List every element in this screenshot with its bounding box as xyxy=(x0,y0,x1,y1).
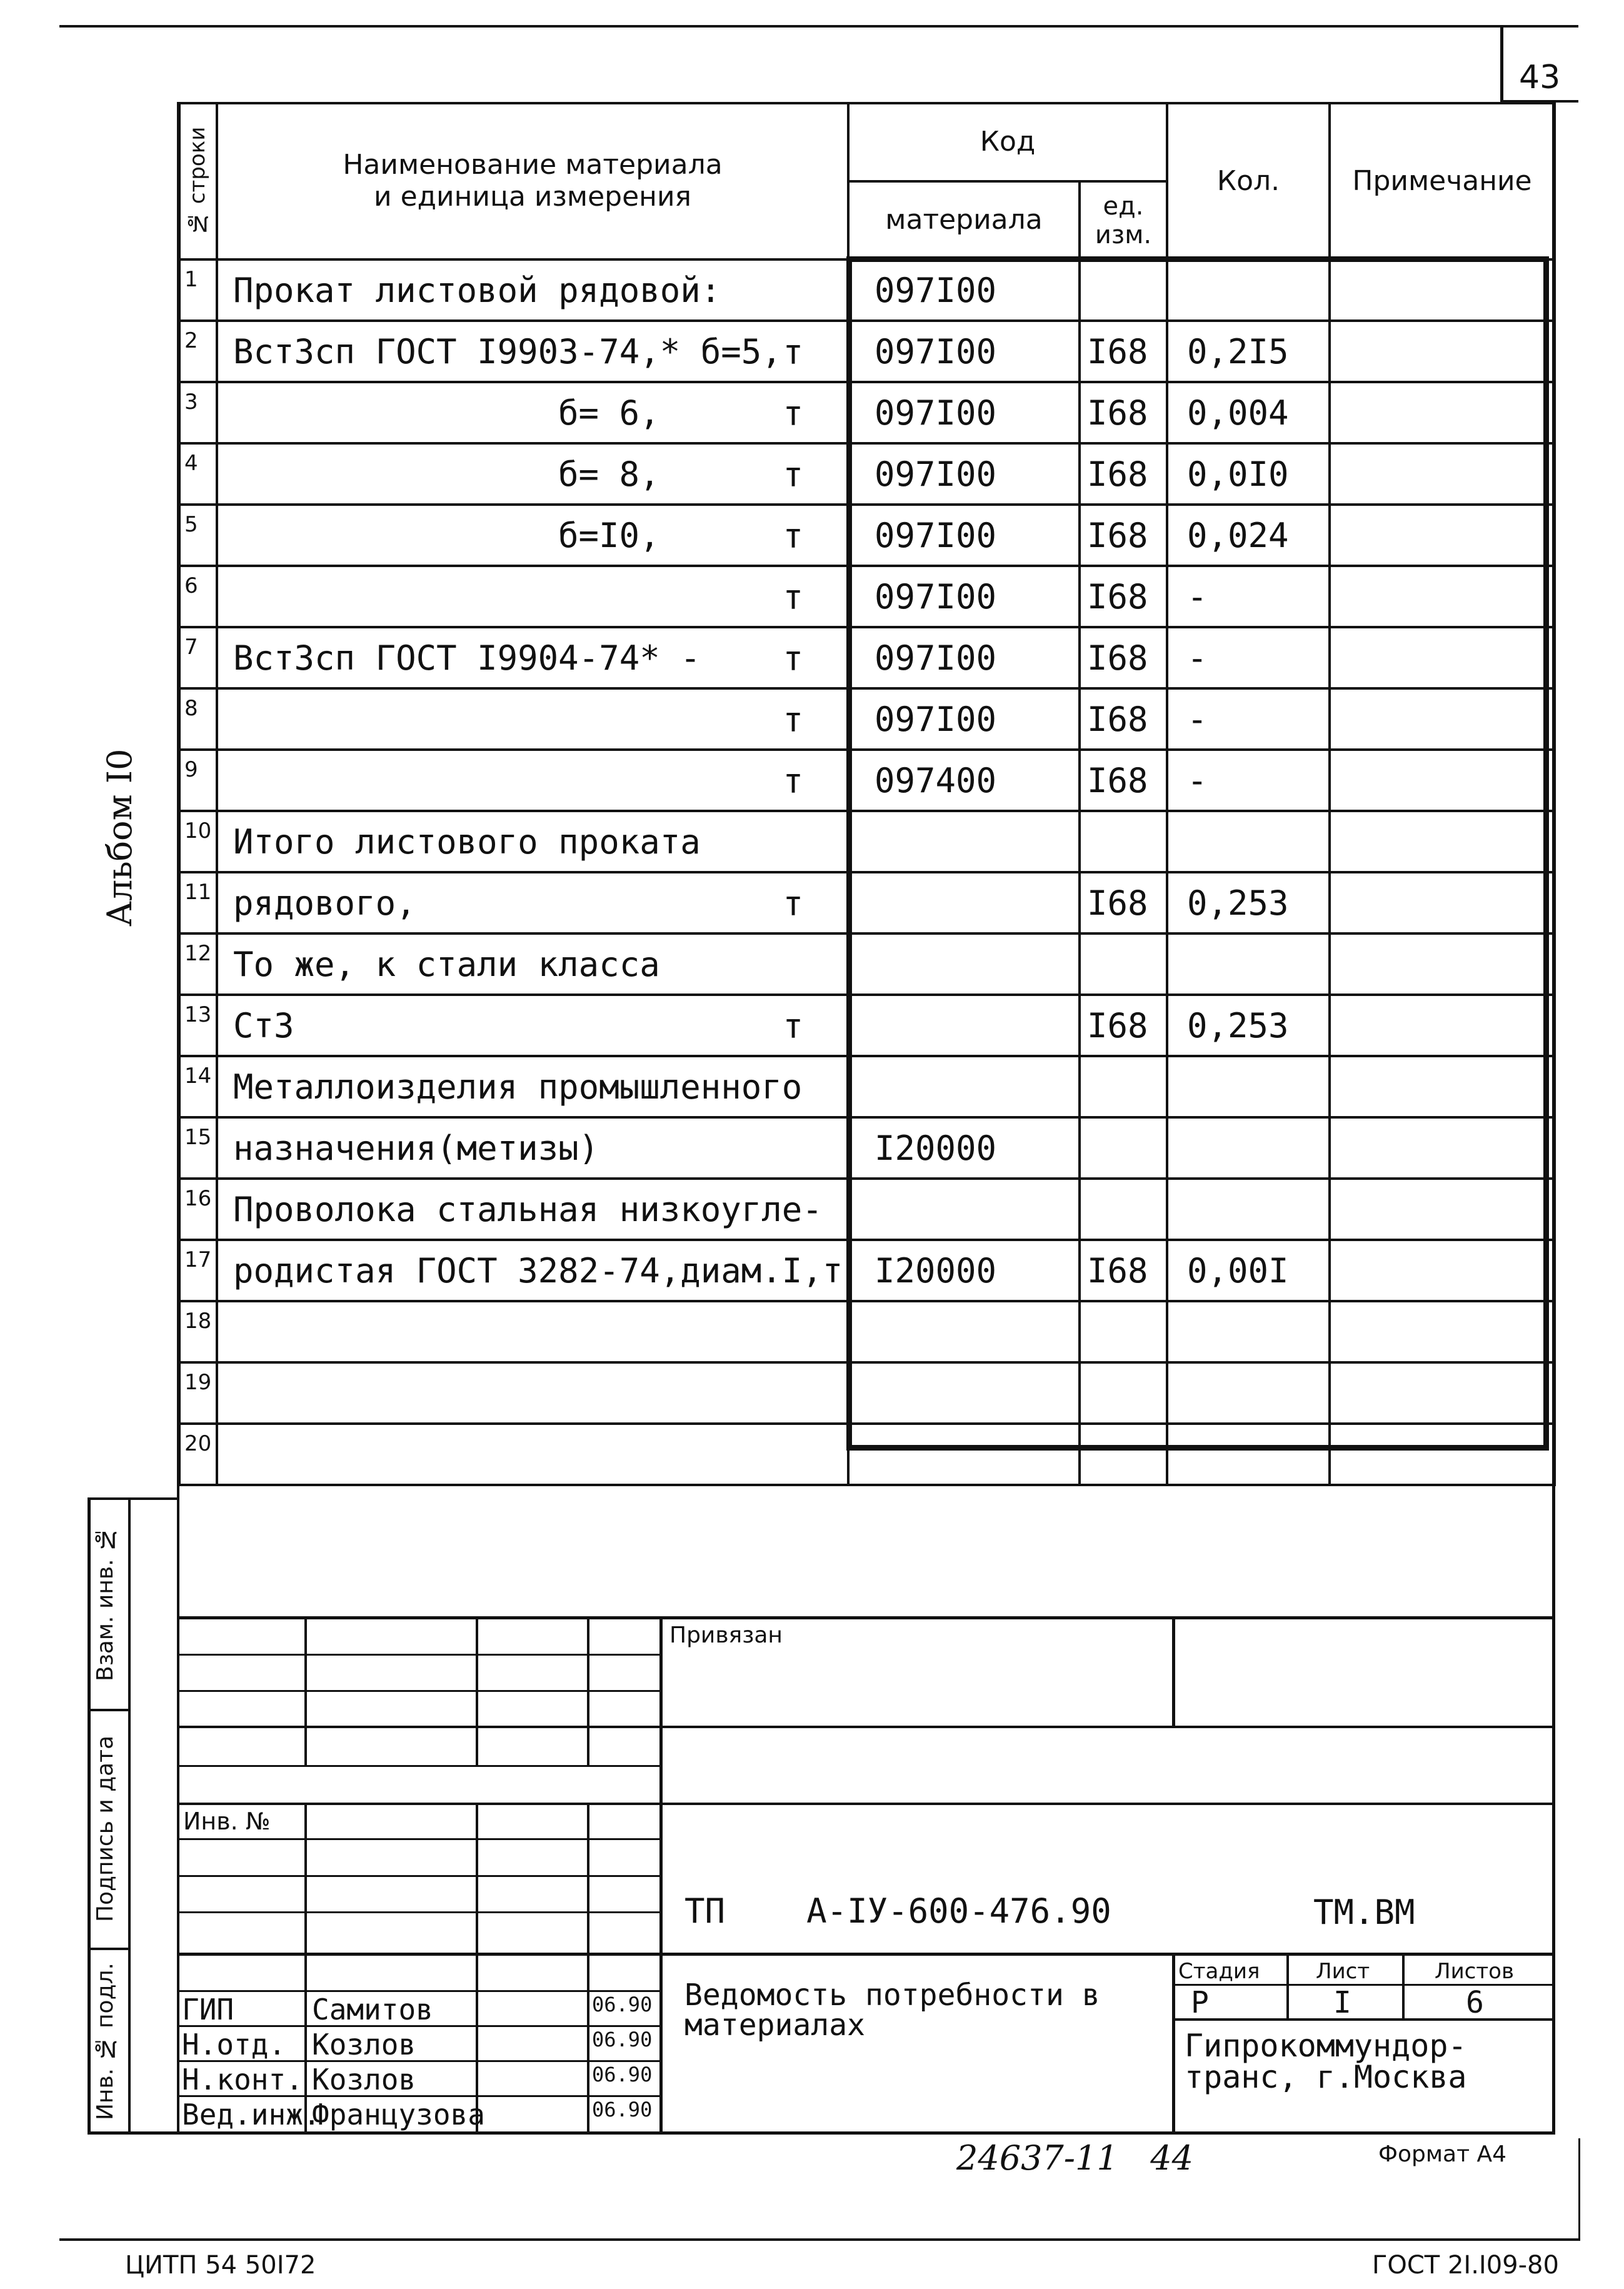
row-number-text: 16 xyxy=(184,1186,212,1211)
signer-date: 06.90 xyxy=(592,2098,653,2121)
material-name-text: б=I0, xyxy=(558,515,660,555)
material-code-text: I20000 xyxy=(875,1250,997,1290)
unit-label: т xyxy=(783,884,803,923)
material-code-text: 097I00 xyxy=(875,576,997,616)
row-number-text: 3 xyxy=(184,390,198,415)
material-name xyxy=(217,1117,848,1179)
row-number xyxy=(179,750,217,811)
row-number-text: 17 xyxy=(184,1247,212,1272)
material-name xyxy=(217,505,848,566)
unit-label: т xyxy=(783,639,803,678)
format-label: Формат А4 xyxy=(1378,2141,1507,2167)
sheet-label: Лист xyxy=(1316,1959,1370,1984)
signer-role: Н.отд. xyxy=(182,2028,286,2061)
privyazan-label: Привязан xyxy=(669,1622,783,1648)
row-number-text: 8 xyxy=(184,696,198,721)
tb-v1b xyxy=(304,1804,307,2133)
unit-code-text: I68 xyxy=(1087,1005,1148,1045)
row-number-text: 11 xyxy=(184,880,212,905)
row-number-text: 15 xyxy=(184,1125,212,1150)
inv-no-label: Инв. № xyxy=(183,1808,271,1835)
quantity-text: 0,00I xyxy=(1187,1250,1289,1290)
tb-v3b xyxy=(587,1804,589,2133)
signer-name: Козлов xyxy=(312,2028,416,2061)
unit-code-text: I68 xyxy=(1087,760,1148,800)
row-number-text: 12 xyxy=(184,941,212,966)
unit-label: т xyxy=(783,394,803,433)
material-name xyxy=(217,627,848,688)
tb-stage-h2 xyxy=(1172,2018,1553,2021)
unit-label: т xyxy=(783,578,803,617)
quantity-text: - xyxy=(1187,576,1208,616)
material-name-text: рядового, xyxy=(233,883,416,923)
material-name xyxy=(217,1056,848,1117)
tb-h8 xyxy=(178,1911,659,1913)
qty-header: Кол. xyxy=(1167,103,1330,259)
row-number xyxy=(179,566,217,627)
note-header: Примечание xyxy=(1330,103,1555,259)
row-number-text: 18 xyxy=(184,1309,212,1334)
unit-code-text: I68 xyxy=(1087,883,1148,923)
material-name xyxy=(217,995,848,1056)
album-label: Альбом I0 xyxy=(100,748,139,927)
unit-code-text: I68 xyxy=(1087,515,1148,555)
unit-code-text: I68 xyxy=(1087,454,1148,494)
tb-h5 xyxy=(178,1803,1553,1805)
tb-h7 xyxy=(178,1875,659,1877)
stage-label: Стадия xyxy=(1178,1959,1260,1984)
side-col-left xyxy=(88,1497,91,2134)
row-number-text: 5 xyxy=(184,512,198,537)
material-name xyxy=(217,750,848,811)
row-number xyxy=(179,872,217,933)
signer-role: ГИП xyxy=(182,1993,234,2026)
row-number xyxy=(179,1179,217,1240)
unit-code-text: I68 xyxy=(1087,393,1148,433)
signer-role: Н.конт. xyxy=(182,2063,303,2096)
name-header: Наименование материала и единица измерения xyxy=(217,103,848,259)
quantity-text: - xyxy=(1187,699,1208,739)
unit-label: т xyxy=(783,455,803,495)
unit-code-text: I68 xyxy=(1087,1250,1148,1290)
material-name xyxy=(217,1362,848,1424)
unit-label: т xyxy=(783,762,803,801)
row-number-text: 13 xyxy=(184,1002,212,1027)
row-number-text: 2 xyxy=(184,328,198,353)
unit-label: т xyxy=(783,516,803,556)
tb-h2 xyxy=(178,1690,659,1692)
row-number-text: 19 xyxy=(184,1370,212,1395)
footer-rule xyxy=(59,2238,1580,2241)
row-number-text: 20 xyxy=(184,1431,212,1456)
row-number xyxy=(179,443,217,505)
material-name xyxy=(217,1240,848,1301)
material-name-text: ВстЗсп ГОСТ I9903-74,* б=5, xyxy=(233,331,782,371)
material-name xyxy=(217,872,848,933)
row-number-text: 7 xyxy=(184,635,198,660)
side-col-right xyxy=(128,1497,131,2134)
unit-code-text: I68 xyxy=(1087,699,1148,739)
signer-date: 06.90 xyxy=(592,1993,653,2016)
material-code-text: 097I00 xyxy=(875,393,997,433)
material-name-text: Металлоизделия промышленного xyxy=(233,1067,803,1107)
tb-h4 xyxy=(178,1765,659,1767)
doc-suffix: ТМ.ВМ xyxy=(1313,1893,1415,1932)
signer-date: 06.90 xyxy=(592,2063,653,2086)
org-name: Гипрокоммундор-транс, г.Москва xyxy=(1185,2028,1467,2095)
quantity-text: - xyxy=(1187,760,1208,800)
row-number xyxy=(179,382,217,443)
material-name xyxy=(217,321,848,382)
material-name-text: Проволока стальная низкоугле- xyxy=(233,1189,823,1229)
sheets-label: Листов xyxy=(1435,1959,1515,1984)
material-name-text: б= 6, xyxy=(558,393,660,433)
material-name xyxy=(217,933,848,995)
sheet-value: I xyxy=(1333,1985,1351,2020)
row-number xyxy=(179,627,217,688)
handwritten-number: 24637-11 44 xyxy=(956,2138,1193,2178)
row-number-text: 10 xyxy=(184,818,212,843)
row-number xyxy=(179,811,217,872)
material-name xyxy=(217,1301,848,1362)
row-number xyxy=(179,933,217,995)
signer-name: Козлов xyxy=(312,2063,416,2096)
tb-v2b xyxy=(476,1804,478,2133)
row-number xyxy=(179,1117,217,1179)
quantity-text: 0,004 xyxy=(1187,393,1289,433)
row-number xyxy=(179,1240,217,1301)
material-name-text: СтЗ xyxy=(233,1005,294,1045)
signer-role: Вед.инж. xyxy=(182,2098,321,2131)
material-code-text: 097I00 xyxy=(875,454,997,494)
material-name xyxy=(217,259,848,321)
row-number-header: № строки xyxy=(179,103,217,259)
row-number-text: 14 xyxy=(184,1064,212,1089)
quantity-text: 0,253 xyxy=(1187,883,1289,923)
data-frame xyxy=(846,256,1549,1451)
material-name xyxy=(217,382,848,443)
unit-code-text: I68 xyxy=(1087,638,1148,678)
stage-value: Р xyxy=(1191,1985,1209,2020)
format-tick xyxy=(1578,2138,1580,2238)
row-number xyxy=(179,1056,217,1117)
unit-code-header: ед. изм. xyxy=(1080,181,1167,259)
row-number-text: 6 xyxy=(184,573,198,598)
side-div-1 xyxy=(88,1709,131,1711)
material-code-text: 097400 xyxy=(875,760,997,800)
tb-stage-h1 xyxy=(1172,1984,1553,1986)
unit-label: т xyxy=(783,333,803,372)
material-name xyxy=(217,688,848,750)
footer-left: ЦИТП 54 50I72 xyxy=(125,2251,316,2280)
material-code-text: 097I00 xyxy=(875,270,997,310)
material-name-text: Итого листового проката xyxy=(233,822,701,862)
quantity-text: 0,253 xyxy=(1187,1005,1289,1045)
material-name-text: б= 8, xyxy=(558,454,660,494)
material-name-text: назначения(метизы) xyxy=(233,1128,599,1168)
sheets-value: 6 xyxy=(1466,1985,1484,2020)
side-label-inv-podl: Инв. № подл. xyxy=(93,1963,118,2120)
tb-h9 xyxy=(178,1953,1553,1956)
material-name-text: ВстЗсп ГОСТ I9904-74* - xyxy=(233,638,701,678)
row-number xyxy=(179,321,217,382)
side-top xyxy=(88,1497,179,1500)
tb-v6 xyxy=(1172,1954,1175,2133)
material-code-text: 097I00 xyxy=(875,515,997,555)
doc-code: ТП А-IУ-600-476.90 xyxy=(684,1891,1111,1931)
tb-v5 xyxy=(1172,1616,1175,1726)
unit-label: т xyxy=(783,700,803,740)
top-rule xyxy=(59,25,1578,28)
row-number xyxy=(179,1424,217,1485)
material-name xyxy=(217,1179,848,1240)
unit-code-text: I68 xyxy=(1087,576,1148,616)
quantity-text: 0,0I0 xyxy=(1187,454,1289,494)
tb-h1 xyxy=(178,1654,659,1656)
code-header: Код xyxy=(848,103,1167,181)
page-number: 43 xyxy=(1519,59,1561,96)
material-code-header: материала xyxy=(848,181,1080,259)
row-number-text: 1 xyxy=(184,267,198,292)
title-block xyxy=(178,1616,1553,2133)
row-number xyxy=(179,688,217,750)
unit-label: т xyxy=(783,1007,803,1046)
tb-stage-v2 xyxy=(1402,1954,1405,2020)
row-number-text: 4 xyxy=(184,451,198,476)
quantity-text: 0,024 xyxy=(1187,515,1289,555)
material-code-text: 097I00 xyxy=(875,331,997,371)
row-number-text: 9 xyxy=(184,757,198,782)
material-code-text: 097I00 xyxy=(875,638,997,678)
material-code-text: I20000 xyxy=(875,1128,997,1168)
page-number-box-left xyxy=(1500,28,1503,103)
signer-name: Самитов xyxy=(312,1993,433,2026)
row-number xyxy=(179,995,217,1056)
row-number xyxy=(179,1301,217,1362)
doc-title: Ведомость потребности в материалах xyxy=(684,1978,1100,2043)
side-label-podpis: Подпись и дата xyxy=(93,1735,118,1923)
row-number xyxy=(179,505,217,566)
tb-h10 xyxy=(178,1990,659,1992)
tb-stage-v1 xyxy=(1286,1954,1289,2020)
material-name xyxy=(217,811,848,872)
material-name xyxy=(217,1424,848,1485)
material-name xyxy=(217,443,848,505)
material-name-text: родистая ГОСТ 3282-74,диам.I,т xyxy=(233,1250,843,1290)
signer-name: Французова xyxy=(312,2098,485,2131)
footer-right: ГОСТ 2I.I09-80 xyxy=(1372,2251,1559,2280)
material-name-text: Прокат листовой рядовой: xyxy=(233,270,721,310)
material-code-text: 097I00 xyxy=(875,699,997,739)
side-label-vzam: Взам. инв. № xyxy=(93,1526,118,1681)
tb-v4 xyxy=(659,1616,663,2133)
tb-h3 xyxy=(178,1726,1553,1728)
quantity-text: 0,2I5 xyxy=(1187,331,1289,371)
signer-date: 06.90 xyxy=(592,2028,653,2051)
unit-code-text: I68 xyxy=(1087,331,1148,371)
tb-h6 xyxy=(178,1838,659,1840)
side-div-2 xyxy=(88,1948,131,1950)
material-name xyxy=(217,566,848,627)
tb-top xyxy=(178,1616,1553,1619)
row-number xyxy=(179,1362,217,1424)
material-name-text: То же, к стали класса xyxy=(233,944,660,984)
row-number xyxy=(179,259,217,321)
quantity-text: - xyxy=(1187,638,1208,678)
